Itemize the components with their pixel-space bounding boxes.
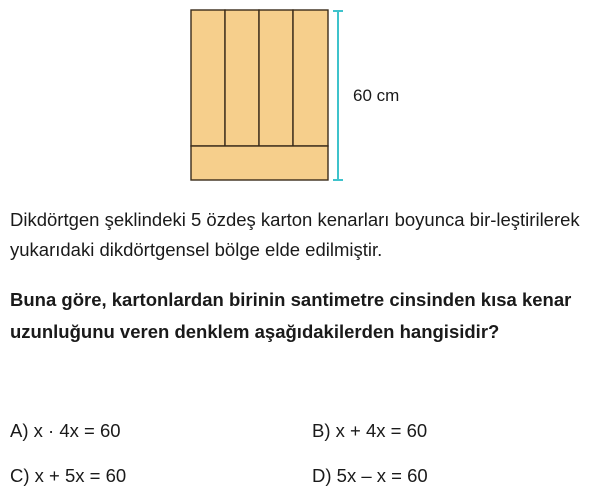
problem-description: Dikdörtgen şeklindeki 5 özdeş karton kenarları boyunca bir-leştirilerek yukarıdaki dikdörtgensel bölge elde edilmiştir. [10,209,580,260]
horizontal-strip [191,146,328,180]
dimension-label: 60 cm [353,86,400,105]
problem-question: Buna göre, kartonlardan birinin santimetre cinsinden kısa kenar uzunluğunu veren denklem aşağıdakilerden hangisidir? [10,289,572,342]
option-d[interactable]: D) 5x – x = 60 [312,465,428,486]
rectangle-figure [0,0,603,200]
figure-drawing [0,0,603,200]
vertical-strip-4 [293,10,328,146]
vertical-strip-3 [259,10,293,146]
vertical-strip-1 [191,10,225,146]
vertical-strip-2 [225,10,259,146]
option-b[interactable]: B) x + 4x = 60 [312,420,428,441]
option-a[interactable]: A) x · 4x = 60 [10,420,121,441]
option-c[interactable]: C) x + 5x = 60 [10,465,127,486]
